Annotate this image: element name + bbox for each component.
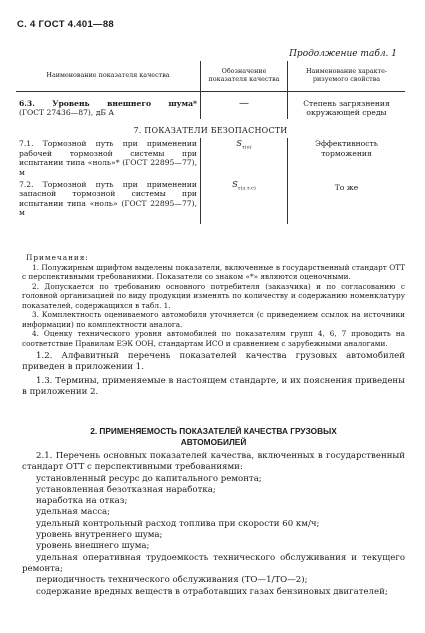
list-item: удельный контрольный расход топлива при скорости 60 км/ч; <box>36 518 320 529</box>
list-item: уровень внутреннего шума; <box>36 530 163 541</box>
row-6-3-name-line2: (ГОСТ 27436—87), дБ А <box>19 108 115 118</box>
row-7-2-name: 7.2. Тормозной путь при применении запасной тормозной системы при испытании типа «ноль» (ГОСТ 22895—77), м <box>19 179 197 218</box>
note-4: 4. Оценку технического уровня автомобилей по показателям групп 4, 6, 7 проводить на соответствие Правилам ЕЭК ООН, стандартам ИСО и сравнением с зарубежными аналогами. <box>22 329 405 348</box>
row-7-1-name: 7.1. Тормозной путь при применении рабочей тормозной системы при испытании типа «ноль»* (ГОСТ 22895—77), м <box>19 139 197 178</box>
quality-indicators-table <box>16 61 405 224</box>
row-6-3-property: Степень загрязнения окружающей среды <box>303 98 390 118</box>
column-header-name: Наименование показателя качества <box>16 61 201 92</box>
row-7-2-property: То же <box>334 182 359 192</box>
list-item: удельная масса; <box>36 507 111 518</box>
list-item: установленный ресурс до капитального ремонта; <box>36 473 262 484</box>
table-header-row <box>16 61 405 92</box>
row-6-3-name-line1: 6.3. Уровень внешнего шума* <box>19 98 197 108</box>
table-section-row <box>16 119 405 139</box>
list-item: содержание вредных веществ в отработавших газах бензиновых двигателей; <box>36 586 388 597</box>
section-2-heading-line1: 2. ПРИМЕНЯЕМОСТЬ ПОКАЗАТЕЛЕЙ КАЧЕСТВА ГРУЗОВЫХ <box>90 426 337 436</box>
row-6-3-name <box>16 98 201 119</box>
row-7-1-property: Эффективность торможения <box>315 139 378 158</box>
notes-title: Примечания: <box>26 253 89 262</box>
table-row <box>16 98 405 119</box>
section-2-body <box>22 451 405 598</box>
column-header-property: Наименование характе-ризуемого свойства <box>288 61 406 92</box>
row-6-3-symbol: — <box>201 98 288 119</box>
paragraph-1-3-block <box>22 376 405 398</box>
note-1: 1. Полужирным шрифтом выделены показатели, включенные в государственный стандарт ОТТ с перспективными требованиями. Показатели со знаком «*» являются оценочными. <box>22 262 405 281</box>
page-header: С. 4 ГОСТ 4.401—88 <box>17 19 115 30</box>
paragraph-1-3: 1.3. Термины, применяемые в настоящем стандарте, и их пояснения приведены в приложении 2. <box>22 376 405 398</box>
note-2: 2. Допускается по требованию основного потребителя (заказчика) и по согласованию с головной организацией по виду продукции изменять по количеству и содержанию номенклатуру показателей, содержащихся в табл. 1. <box>22 281 405 310</box>
section-7-title: 7. ПОКАЗАТЕЛИ БЕЗОПАСНОСТИ <box>133 125 288 135</box>
section-2-heading-line2: АВТОМОБИЛЕЙ <box>180 437 247 447</box>
paragraph-1-2: 1.2. Алфавитный перечень показателей качества грузовых автомобилей приведен в приложении 1. <box>22 351 405 373</box>
list-item: удельная оперативная трудоемкость технического обслуживания и текущего ремонта; <box>22 552 405 574</box>
list-item: установленная безотказная наработка; <box>36 484 216 495</box>
column-header-symbol: Обозначение показателя качества <box>201 61 288 92</box>
paragraph-1-2-block <box>22 351 405 373</box>
list-item: уровень внешнего шума; <box>36 541 150 552</box>
table-notes <box>22 253 405 348</box>
list-item: наработка на отказ; <box>36 496 128 507</box>
list-item: периодичность технического обслуживания (ТО—1/ТО—2); <box>36 575 308 586</box>
table-continuation-label: Продолжение табл. 1 <box>289 49 397 59</box>
row-7-1-symbol: $S_{т(о)}$ <box>201 138 288 178</box>
note-3: 3. Комплектность оцениваемого автомобиля уточняется (с приведением ссылок на источники информации) по комплектности аналога. <box>22 310 405 329</box>
table-row <box>16 138 405 178</box>
row-7-2-symbol: $S_{т(з.т.с)}$ <box>201 179 288 224</box>
table-row <box>16 179 405 224</box>
section-2-heading <box>22 426 405 448</box>
paragraph-2-1: 2.1. Перечень основных показателей качества, включенных в государственный стандарт ОТТ с перспективными требованиями: <box>22 451 405 473</box>
